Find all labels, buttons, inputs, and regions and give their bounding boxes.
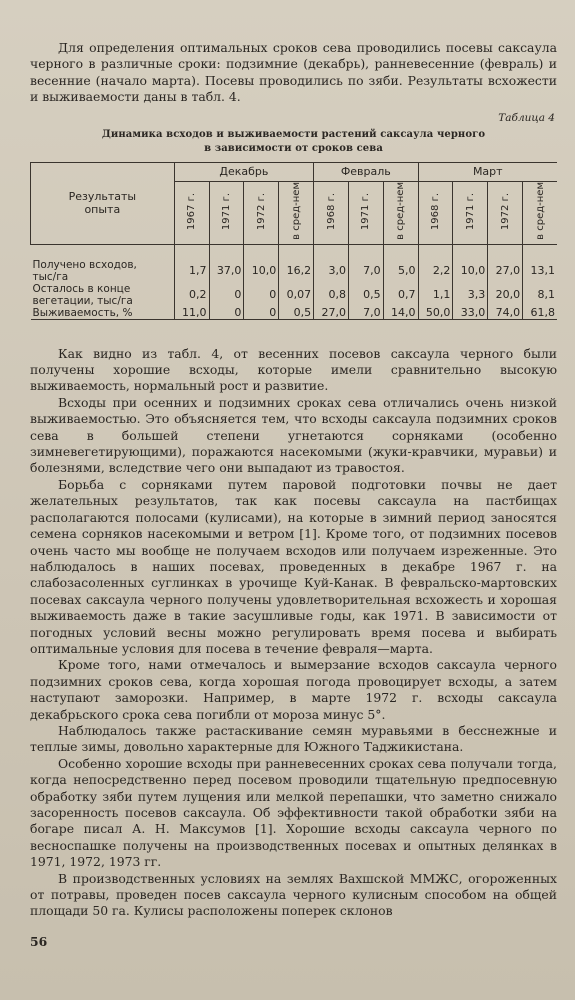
intro-paragraph: Для определения оптимальных сроков сева проводились посевы саксаула черного в различные сроки: подзимние (декабрь), ранневесенние (февраль) и весенние (начало марта). Посевы проводились по зяби. Результаты всхожести и выживаемости даны в табл. 4. <box>30 40 557 105</box>
year-header: 1972 г. <box>488 181 523 244</box>
year-header: 1971 г. <box>209 181 244 244</box>
table-title-line2: в зависимости от сроков сева <box>204 142 383 154</box>
table-cell: 11,0 <box>174 307 209 320</box>
table-row <box>31 259 558 283</box>
table-cell: 7,0 <box>348 307 383 320</box>
body-paragraph: В производственных условиях на землях Вахшской ММЖС, огороженных от потравы, проведен посев саксаула черного кулисным способом на общей площади 50 га. Кулисы расположены поперек склонов <box>30 870 557 919</box>
year-header: 1968 г. <box>314 181 349 244</box>
year-header: в сред-нем <box>383 181 418 244</box>
body-paragraph: Борьба с сорняками путем паровой подготовки почвы не дает желательных результатов, так как посевы саксаула на пастбищах располагаются полосами (кулисами), на которые в зимний период заносятся семена сорняков насекомыми и ветром [1]. Кроме того, от подзимних посевов очень часто мы вообще не получаем всходов или получаем изреженные. Это наблюдалось в наших посевах, проведенных в декабре 1967 г. на слабозасоленных суглинках в урочище Куй-Канак. В февральско-мартовских посевах саксаула черного получены удовлетворительная всхожесть и хорошая выживаемость даже в такие засушливые годы, как 1971. В зависимости от погодных условий весны можно регулировать время посева и выбирать оптимальные условия для посева в течение февраля—марта. <box>30 476 557 656</box>
table-cell: 3,0 <box>314 259 349 283</box>
body-paragraph: Наблюдалось также растаскивание семян муравьями в бесснежные и теплые зимы, довольно характерные для Южного Таджикистана. <box>30 722 557 755</box>
body-paragraph: Особенно хорошие всходы при ранневесенних сроках сева получали тогда, когда непосредственно перед посевом проводили тщательную предпосевную обработку зяби путем лущения или мелкой перепашки, что заметно снижало засоренность посевов саксаула. Об эффективности такой обработки зяби на богаре писал А. Н. Максумов [1]. Хорошие всходы саксаула черного по весноспашке получены на производственных посевах и опытных делянках в 1971, 1972, 1973 гг. <box>30 755 557 870</box>
row-label: Осталось в конце вегетации, тыс/га <box>32 282 133 307</box>
year-header: 1972 г. <box>244 181 279 244</box>
year-header: 1968 г. <box>418 181 453 244</box>
month-header-feb: Февраль <box>314 162 418 181</box>
table-label: Таблица 4 <box>498 111 555 124</box>
table-cell: 8,1 <box>523 283 557 307</box>
table-cell: 16,2 <box>279 259 314 283</box>
row-label: Выживаемость, % <box>31 307 175 320</box>
table-cell: 0,8 <box>314 283 349 307</box>
row-label: Получено всходов, тыс/га <box>32 258 137 283</box>
table-cell: 10,0 <box>453 259 488 283</box>
table-cell: 0,2 <box>174 283 209 307</box>
table-cell: 20,0 <box>488 283 523 307</box>
table-cell: 27,0 <box>488 259 523 283</box>
month-header-mar: Март <box>418 162 557 181</box>
table-cell: 74,0 <box>488 307 523 320</box>
table-cell: 0,07 <box>279 283 314 307</box>
table-cell: 5,0 <box>383 259 418 283</box>
result-header: Результаты опыта <box>31 162 175 244</box>
table-cell: 1,7 <box>174 259 209 283</box>
table-title <box>30 128 557 156</box>
year-header: 1971 г. <box>348 181 383 244</box>
table-cell: 13,1 <box>523 259 557 283</box>
table-row <box>31 307 558 320</box>
year-header: 1971 г. <box>453 181 488 244</box>
table-cell: 50,0 <box>418 307 453 320</box>
table-cell: 33,0 <box>453 307 488 320</box>
table-cell: 0 <box>244 307 279 320</box>
table-cell: 3,3 <box>453 283 488 307</box>
table-cell: 0 <box>209 283 244 307</box>
year-header: 1967 г. <box>174 181 209 244</box>
body-paragraph: Кроме того, нами отмечалось и вымерзание всходов саксаула черного подзимних сроков сева, когда хорошая погода провоцирует всходы, а затем наступают заморозки. Например, в марте 1972 г. всходы саксаула декабрьского срока сева погибли от мороза минус 5°. <box>30 657 557 722</box>
table-cell: 27,0 <box>314 307 349 320</box>
page-number: 56 <box>30 934 48 949</box>
year-header: в сред-нем <box>279 181 314 244</box>
month-header-dec: Декабрь <box>174 162 313 181</box>
data-table <box>30 162 557 320</box>
table-cell: 2,2 <box>418 259 453 283</box>
table-cell: 0 <box>209 307 244 320</box>
table-cell: 37,0 <box>209 259 244 283</box>
table-cell: 61,8 <box>523 307 557 320</box>
table-cell: 14,0 <box>383 307 418 320</box>
body-paragraph: Как видно из табл. 4, от весенних посевов саксаула черного были получены хорошие всходы, которые имели сравнительно высокую выживаемость, нормальный рост и развитие. <box>30 345 557 394</box>
year-header: в сред-нем <box>523 181 557 244</box>
body-text <box>30 346 557 920</box>
body-paragraph: Всходы при осенних и подзимних сроках сева отличались очень низкой выживаемостью. Это объясняется тем, что всходы саксаула подзимних сроков сева в большей степени угнетаются сорняками (особенно зимневегетирующими), поражаются насекомыми (жуки-кравчики, муравьи) и болезнями, вследствие чего они выпадают из травостоя. <box>30 394 557 476</box>
table-cell: 0,5 <box>279 307 314 320</box>
table-row <box>31 283 558 307</box>
table-title-line1: Динамика всходов и выживаемости растений саксаула черного <box>101 128 486 140</box>
table-cell: 0,7 <box>383 283 418 307</box>
table-cell: 0,5 <box>348 283 383 307</box>
table-cell: 10,0 <box>244 259 279 283</box>
table-cell: 7,0 <box>348 259 383 283</box>
table-cell: 1,1 <box>418 283 453 307</box>
table-cell: 0 <box>244 283 279 307</box>
